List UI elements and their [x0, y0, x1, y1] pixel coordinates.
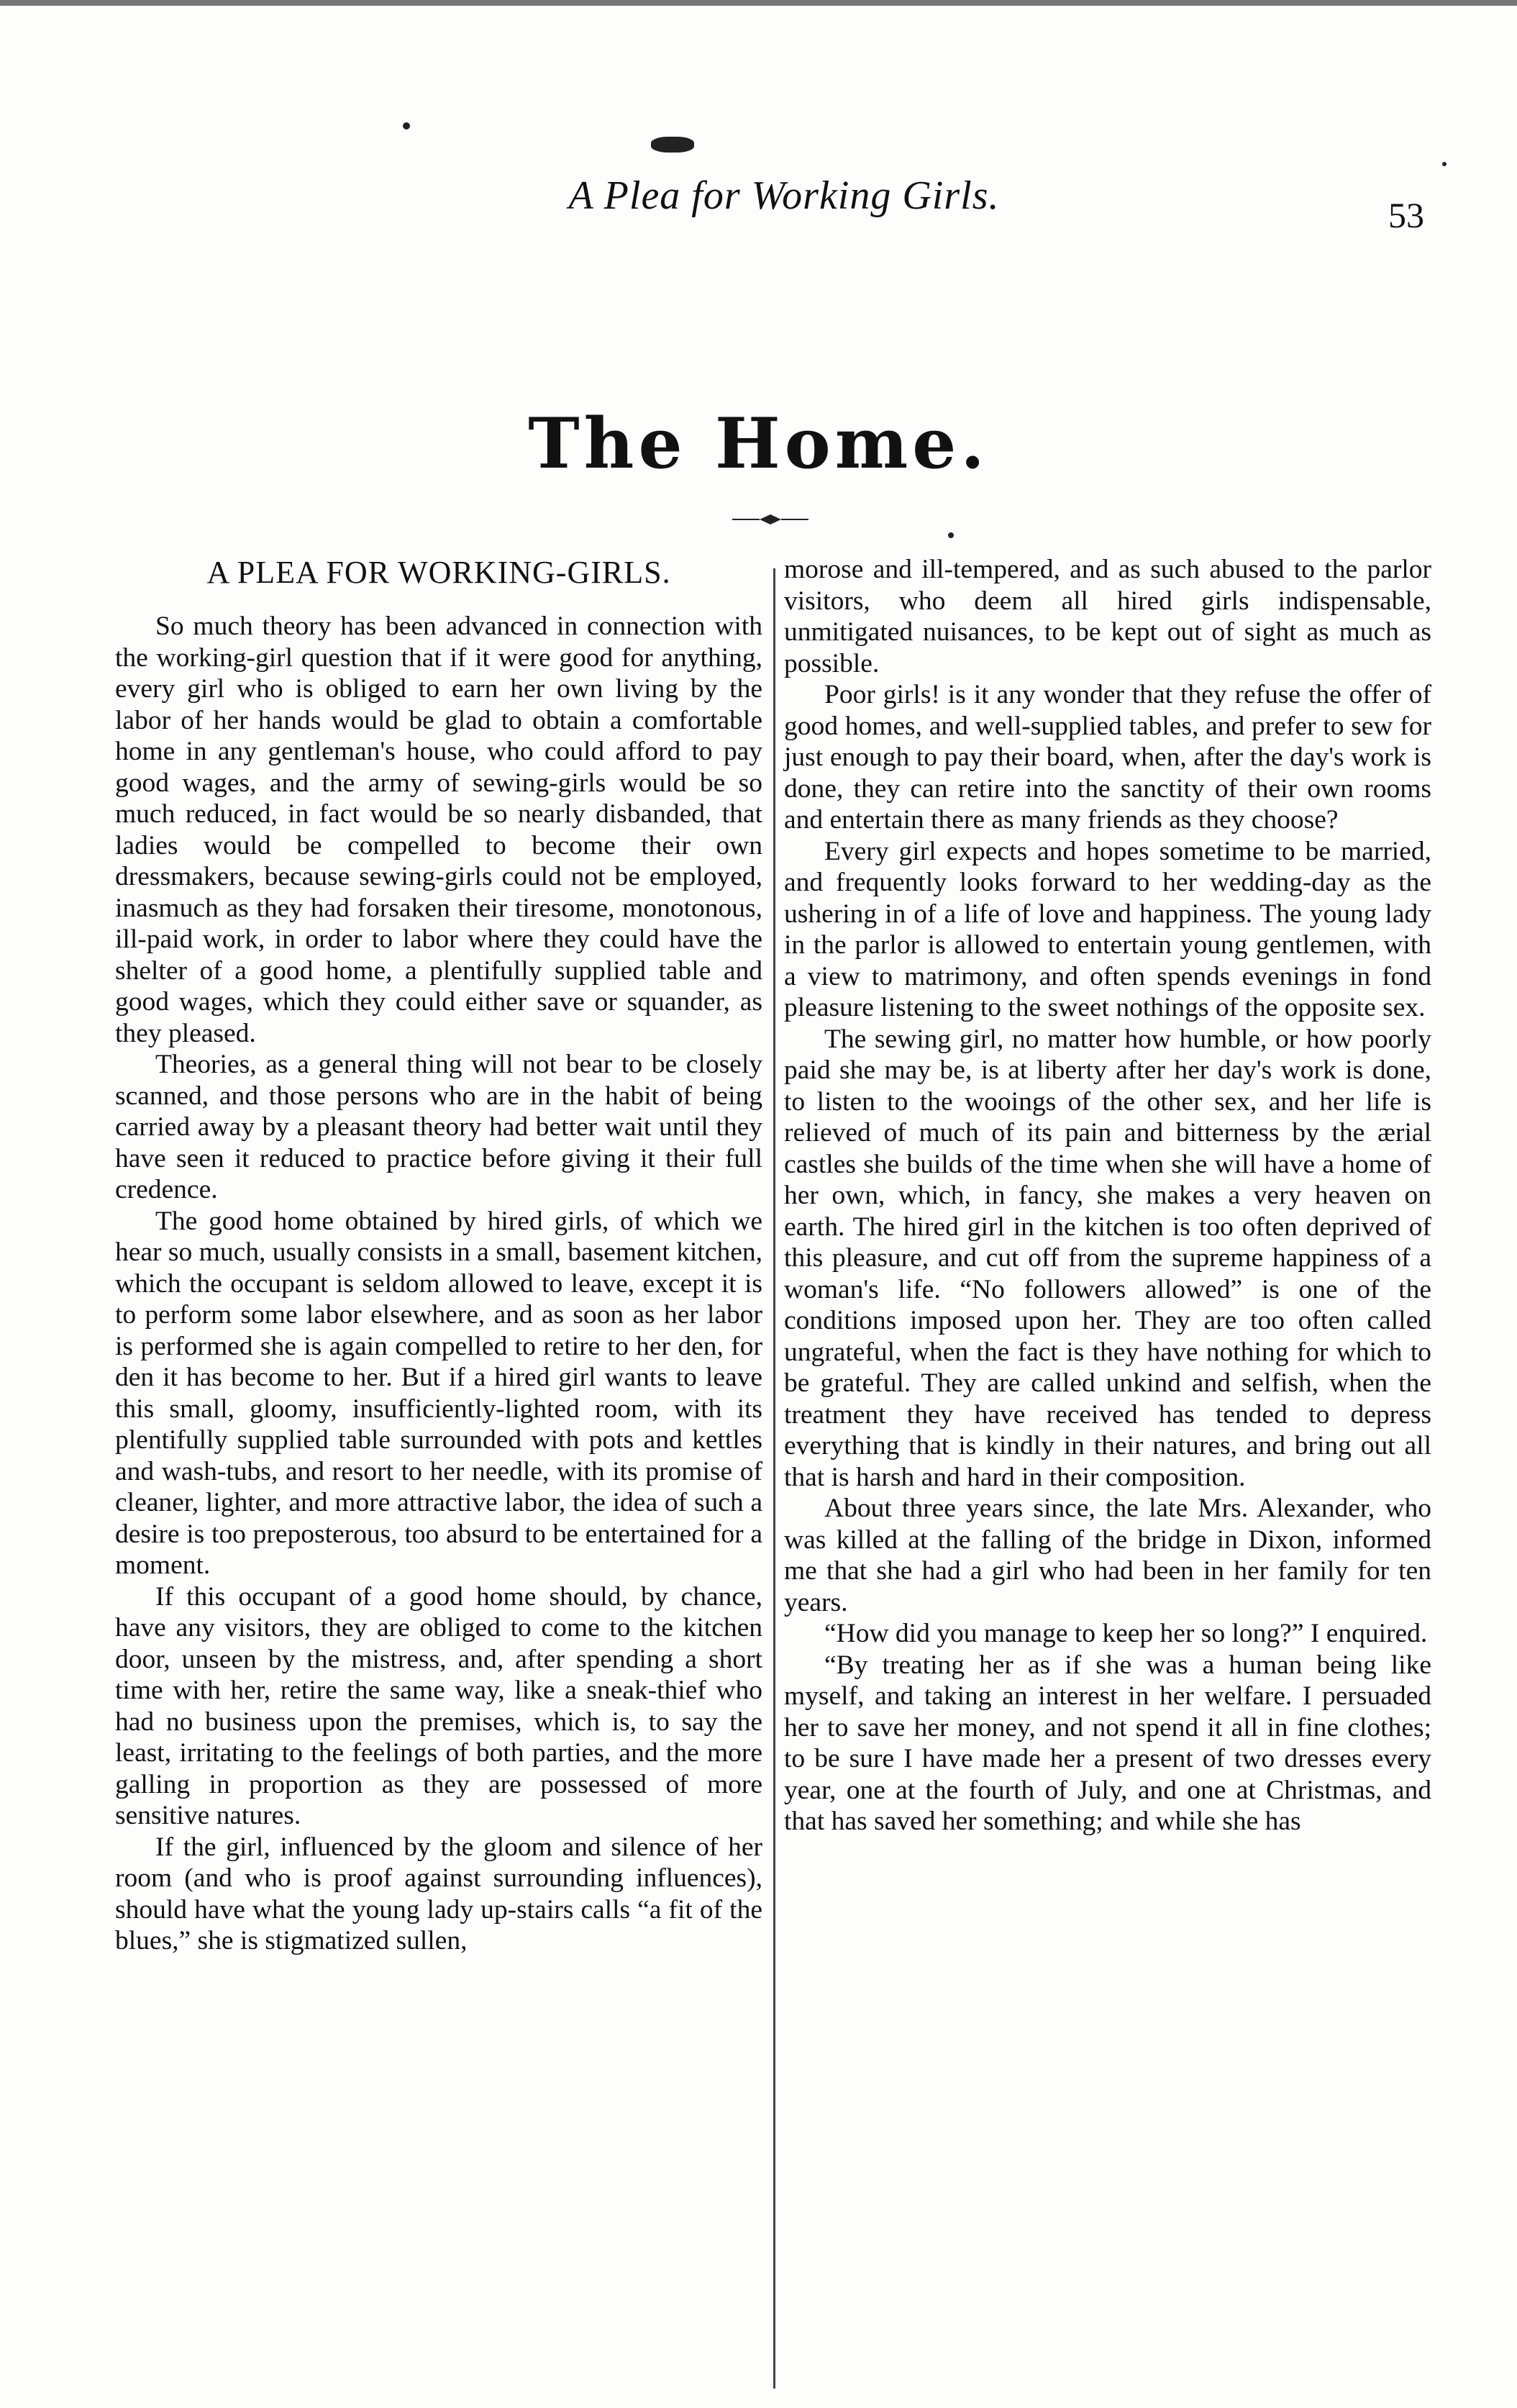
paragraph: About three years since, the late Mrs. Alexander, who was killed at the falling of the bridge in Dixon, informed me that she had a girl who had been in her family for ten years.	[784, 1494, 1431, 1617]
ink-speck	[948, 532, 954, 538]
scan-edge	[0, 0, 1517, 6]
paragraph: If this occupant of a good home should, by chance, have any visitors, they are obliged to come to the kitchen door, unseen by the mistress, and, after spending a short time with her, retire the same way, like a sneak-thief who had no business upon the premises, which is, to say the least, irritating to the feelings of both parties, and the more galling in proportion as they are possessed of more sensitive natures.	[115, 1581, 762, 1830]
paragraph: The good home obtained by hired girls, of which we hear so much, usually consists in a small, basement kitchen, which the occupant is seldom allowed to leave, except it is to perform some labor elsewhere, and as soon as her labor is performed she is again compelled to retire to her den, for den it has become to her. But if a hired girl wants to leave this small, gloomy, insufficiently-lighted room, with its plentifully supplied table surrounded with pots and kettles and wash-tubs, and resort to her needle, with its promise of cleaner, lighter, and more attractive labor, the idea of such a desire is too preposterous, too absurd to be entertained for a moment.	[115, 1206, 762, 1580]
paragraph: Every girl expects and hopes sometime to be married, and frequently looks forward to her wedding-day as the ushering in of a life of love and happiness. The young lady in the parlor is allowed to entertain young gentlemen, with a view to matrimony, and often spends evenings in fond pleasure listening to the sweet nothings of the opposite sex.	[784, 836, 1431, 1022]
ink-speck	[651, 137, 694, 153]
paragraph: Poor girls! is it any wonder that they refuse the offer of good homes, and well-supplied tables, and prefer to sew for just enough to pay their board, when, after the day's work is done, they can retire into the sanctity of their own rooms and entertain there as many friends as they choose?	[784, 680, 1431, 835]
paragraph: “How did you manage to keep her so long?” I enquired.	[824, 1619, 1428, 1648]
ink-speck	[1442, 162, 1447, 166]
column-rule	[773, 568, 775, 2389]
paragraph: morose and ill-tempered, and as such abused to the parlor visitors, who deem all hired girls indispensable, unmitigated nuisances, to be kept out of sight as much as possible.	[784, 555, 1431, 678]
section-title: The Home.	[528, 403, 989, 484]
article-title: A PLEA FOR WORKING-GIRLS.	[206, 555, 671, 590]
paragraph: The sewing girl, no matter how humble, or how poorly paid she may be, is at liberty after her day's work is done, to listen to the wooings of the other sex, and her life is relieved of much of its pain and bitterness by the ærial castles she builds of the time when she will have a home of her own, which, in fancy, she makes a very heaven on earth. The hired girl in the kitchen is too often deprived of this pleasure, and cut off from the supreme happiness of a woman's life. “No followers allowed” is one of the conditions imposed upon her. They are too often called ungrateful, when the fact is they have nothing for which to be grateful. They are called unkind and selfish, when the treatment they have received has tended to depress everything that is kindly in their natures, and bring out all that is harsh and hard in their composition.	[784, 1024, 1431, 1492]
left-column	[115, 554, 762, 1957]
right-column	[784, 554, 1431, 1837]
paragraph: “By treating her as if she was a human being like myself, and taking an interest in her welfare. I persuaded her to save her money, and not spend it all in fine clothes; to be sure I have made her a present of two dresses every year, one at the fourth of July, and one at Christmas, and that has saved her something; and while she has	[784, 1650, 1431, 1836]
running-head: A Plea for Working Girls.	[568, 173, 1000, 218]
ink-speck	[403, 122, 410, 130]
title-ornament	[731, 512, 810, 527]
paragraph: Theories, as a general thing will not bear to be closely scanned, and those persons who are in the habit of being carried away by a pleasant theory had better wait until they have seen it reduced to practice before giving it their full credence.	[115, 1050, 762, 1204]
paragraph: So much theory has been advanced in connection with the working-girl question that if it were good for anything, every girl who is obliged to earn her own living by the labor of her hands would be glad to obtain a comfortable home in any gentleman's house, who could afford to pay good wages, and the army of sewing-girls would be so much reduced, in fact would be so nearly disbanded, that ladies would be compelled to become their own dressmakers, because sewing-girls could not be employed, inasmuch as they had forsaken their tiresome, monotonous, ill-paid work, in order to labor where they could have the shelter of a good home, a plentifully supplied table and good wages, which they could either save or squander, as they pleased.	[115, 612, 762, 1048]
paragraph: If the girl, influenced by the gloom and silence of her room (and who is proof against surrounding influences), should have what the young lady up-stairs calls “a fit of the blues,” she is stigmatized sullen,	[115, 1832, 762, 1955]
page-number: 53	[1388, 195, 1424, 235]
